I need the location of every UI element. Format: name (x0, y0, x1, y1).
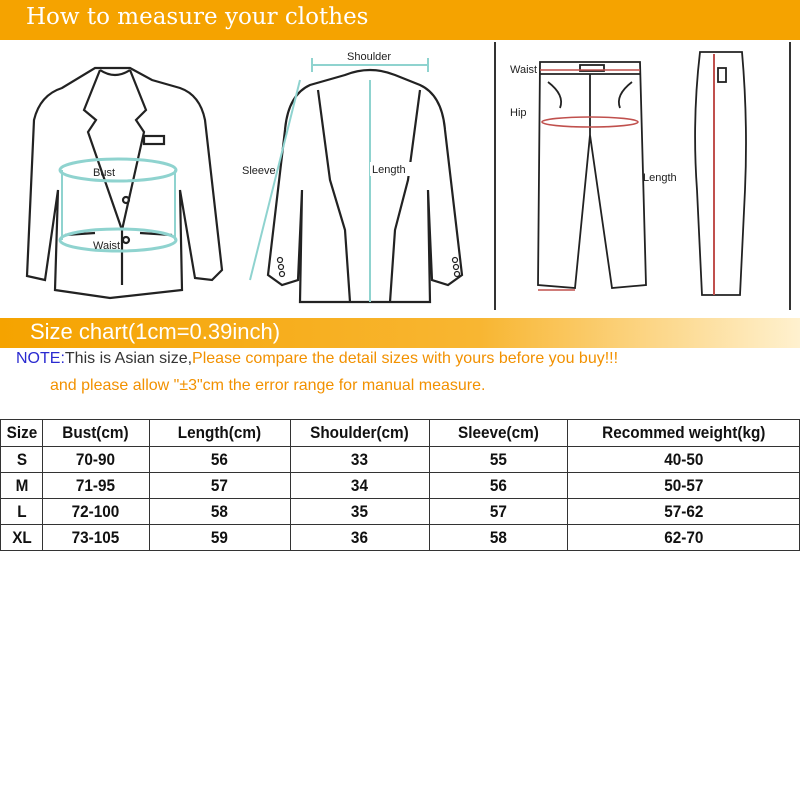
col-header-bust: Bust(cm) (48, 420, 144, 447)
header-title: How to measure your clothes (26, 4, 369, 30)
pants-waist-label: Waist (510, 64, 538, 76)
table-row (1, 473, 800, 499)
cell-shoulder: 36 (297, 525, 422, 551)
pants-side-icon (695, 52, 746, 295)
cell-sleeve: 58 (436, 525, 561, 551)
cell-weight: 62-70 (579, 525, 787, 551)
cell-sleeve: 56 (436, 473, 561, 499)
cell-shoulder: 35 (297, 499, 422, 525)
cell-sleeve: 57 (436, 499, 561, 525)
note-label: NOTE: (16, 350, 65, 367)
shoulder-label: Shoulder (347, 51, 392, 63)
measurement-illustrations (0, 40, 800, 315)
cell-weight: 57-62 (579, 499, 787, 525)
cell-size: S (3, 447, 41, 473)
note-line-1 (16, 350, 618, 368)
cell-length: 56 (156, 447, 283, 473)
jacket-length-label: Length (372, 164, 406, 176)
jacket-front-icon (27, 68, 222, 298)
cell-bust: 71-95 (48, 473, 144, 499)
pants-length-label: Length (643, 172, 677, 184)
cell-weight: 40-50 (579, 447, 787, 473)
hip-label: Hip (510, 107, 527, 119)
header-bar (0, 0, 800, 40)
bust-label: Bust (93, 167, 116, 179)
cell-length: 57 (156, 473, 283, 499)
pants-front-icon (538, 62, 646, 288)
jacket-back-icon (268, 70, 462, 302)
col-header-length: Length(cm) (156, 420, 283, 447)
size-chart-bar (0, 318, 800, 348)
jacket-waist-label: Waist (93, 240, 121, 252)
col-header-sleeve: Sleeve(cm) (436, 420, 561, 447)
size-table (0, 419, 800, 551)
col-header-weight: Recommed weight(kg) (579, 420, 787, 447)
pants-front-measure-lines (538, 70, 640, 290)
cell-size: M (3, 473, 41, 499)
cell-bust: 70-90 (48, 447, 144, 473)
cell-size: XL (3, 525, 41, 551)
table-header-row (1, 420, 800, 447)
cell-shoulder: 33 (297, 447, 422, 473)
col-header-shoulder: Shoulder(cm) (297, 420, 422, 447)
cell-bust: 72-100 (48, 499, 144, 525)
sleeve-label: Sleeve (242, 165, 276, 177)
cell-size: L (3, 499, 41, 525)
cell-length: 58 (156, 499, 283, 525)
cell-weight: 50-57 (579, 473, 787, 499)
col-header-size: Size (3, 420, 41, 447)
note-compare: Please compare the detail sizes with yours before you buy!!! (192, 350, 619, 367)
cell-shoulder: 34 (297, 473, 422, 499)
back-measure-lines (250, 58, 428, 302)
bust-measure-line (60, 159, 176, 251)
table-row (1, 525, 800, 551)
cell-bust: 73-105 (48, 525, 144, 551)
size-chart-title: Size chart(1cm=0.39inch) (30, 319, 281, 344)
note-asian-size: This is Asian size, (64, 350, 193, 367)
cell-sleeve: 55 (436, 447, 561, 473)
note-line-2: and please allow "±3"cm the error range for manual measure. (50, 377, 486, 394)
table-row (1, 447, 800, 473)
table-row (1, 499, 800, 525)
cell-length: 59 (156, 525, 283, 551)
